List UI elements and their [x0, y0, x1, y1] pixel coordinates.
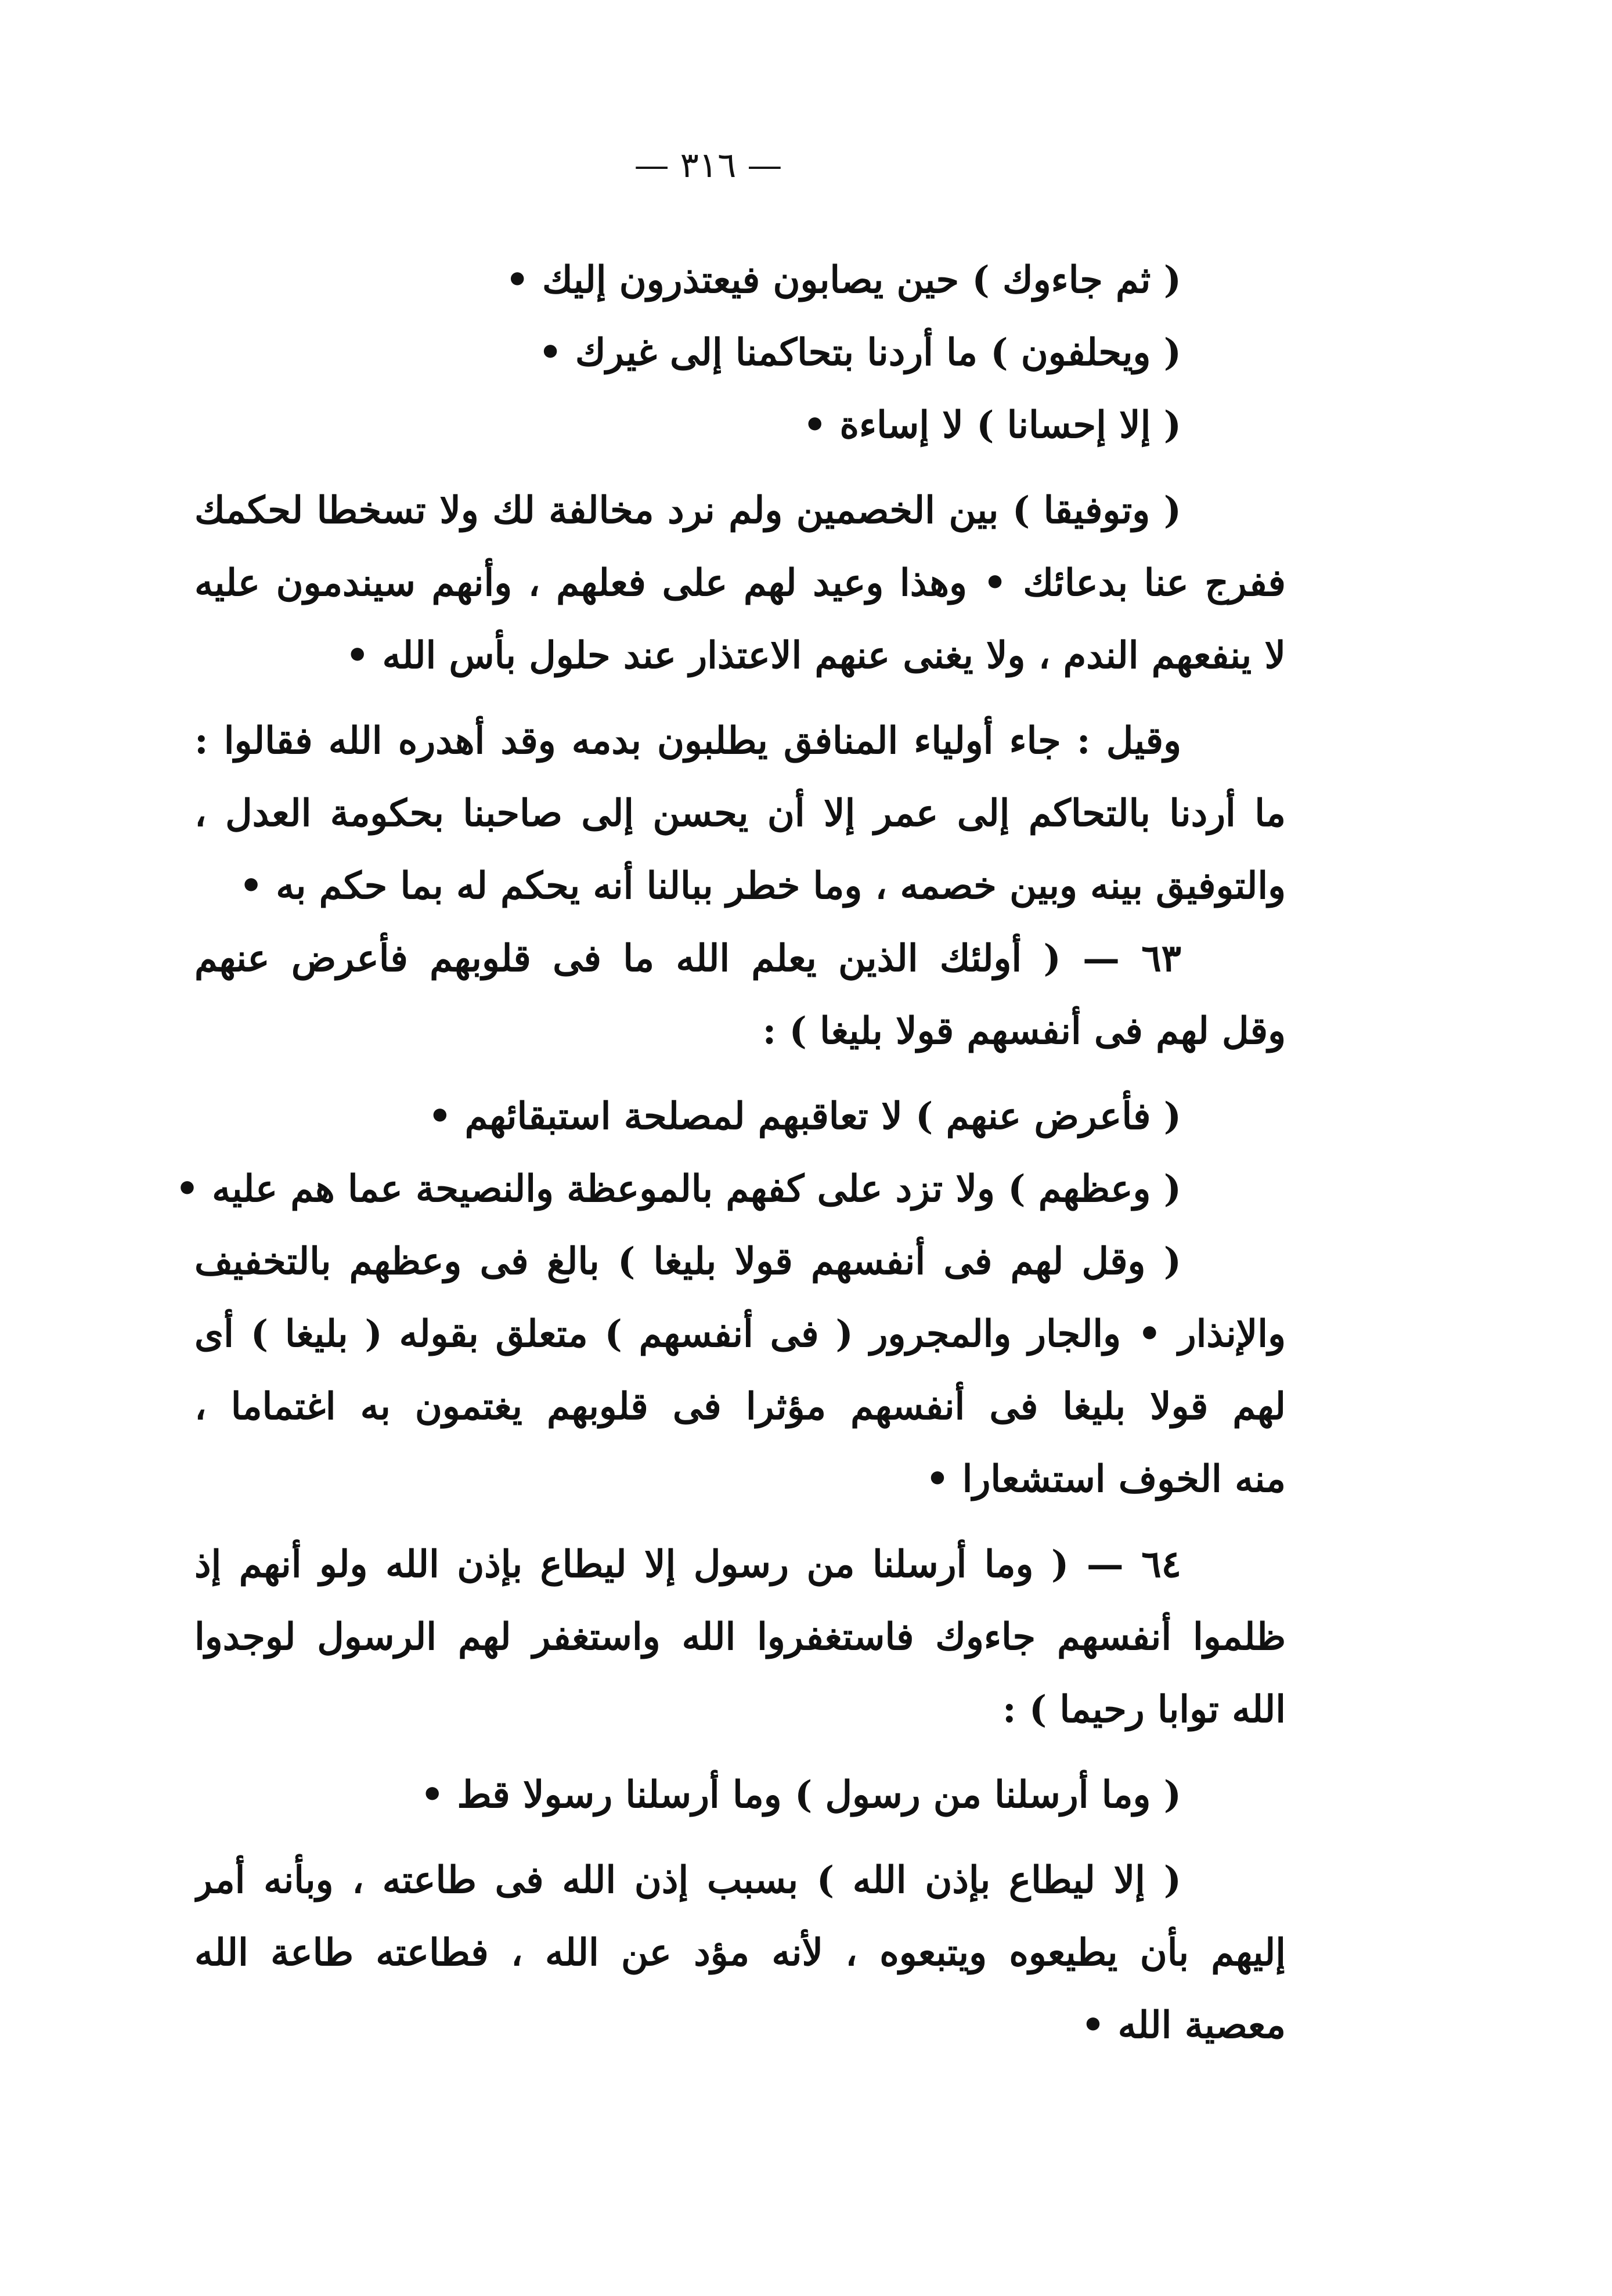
- line-6: لا ينفعهم الندم ، ولا يغنى عنهم الاعتذار عند حلول بأس الله •: [345, 634, 1286, 677]
- line-24: معصية الله •: [1081, 2003, 1286, 2047]
- line-21: ( وما أرسلنا من رسول ) وما أرسلنا رسولا قط •: [420, 1773, 1181, 1817]
- line-17: منه الخوف استشعارا •: [925, 1457, 1286, 1501]
- line-12: ( فأعرض عنهم ) لا تعاقبهم لمصلحة استبقائهم •: [428, 1095, 1181, 1138]
- line-10: ٦٣ — ( أولئك الذين يعلم الله ما فى قلوبهم فأعرض عنهم: [194, 937, 1182, 980]
- line-14: ( وقل لهم فى أنفسهم قولا بليغا ) بالغ فى وعظهم بالتخفيف: [194, 1240, 1182, 1283]
- body-text: [175, 244, 1286, 2062]
- line-19: ظلموا أنفسهم جاءوك فاستغفروا الله واستغفر لهم الرسول لوجدوا: [194, 1615, 1286, 1659]
- line-3: ( إلا إحسانا ) لا إساءة •: [803, 403, 1181, 447]
- line-1: ( ثم جاءوك ) حين يصابون فيعتذرون إليك •: [505, 258, 1181, 302]
- line-2: ( ويحلفون ) ما أردنا بتحاكمنا إلى غيرك •: [538, 331, 1181, 374]
- line-18: ٦٤ — ( وما أرسلنا من رسول إلا ليطاع بإذن الله ولو أنهم إذ: [194, 1543, 1181, 1586]
- line-15: والإنذار • والجار والمجرور ( فى أنفسهم ) متعلق بقوله ( بليغا ) أى: [194, 1312, 1286, 1356]
- line-9: والتوفيق بينه وبين خصمه ، وما خطر ببالنا أنه يحكم له بما حكم به •: [239, 864, 1286, 908]
- line-4: ( وتوفيقا ) بين الخصمين ولم نرد مخالفة لك ولا تسخطا لحكمك: [194, 489, 1181, 532]
- line-13: ( وعظهم ) ولا تزد على كفهم بالموعظة والنصيحة عما هم عليه •: [175, 1167, 1181, 1211]
- line-7: وقيل : جاء أولياء المنافق يطلبون بدمه وقد أهدره الله فقالوا :: [194, 719, 1181, 763]
- line-20: الله توابا رحيما ) :: [1002, 1688, 1286, 1731]
- line-5: ففرج عنا بدعائك • وهذا وعيد لهم على فعلهم ، وأنهم سيندمون عليه: [194, 561, 1286, 605]
- page-number: — ٣١٦ —: [634, 145, 782, 186]
- line-8: ما أردنا بالتحاكم إلى عمر إلا أن يحسن إلى صاحبنا بحكومة العدل ،: [194, 792, 1286, 835]
- line-23: إليهم بأن يطيعوه ويتبعوه ، لأنه مؤد عن الله ، فطاعته طاعة الله: [194, 1931, 1286, 1974]
- line-11: وقل لهم فى أنفسهم قولا بليغا ) :: [762, 1009, 1286, 1053]
- line-16: لهم قولا بليغا فى أنفسهم مؤثرا فى قلوبهم يغتمون به اغتماما ،: [194, 1385, 1286, 1428]
- line-22: ( إلا ليطاع بإذن الله ) بسبب إذن الله فى طاعته ، وبأنه أمر: [194, 1858, 1182, 1902]
